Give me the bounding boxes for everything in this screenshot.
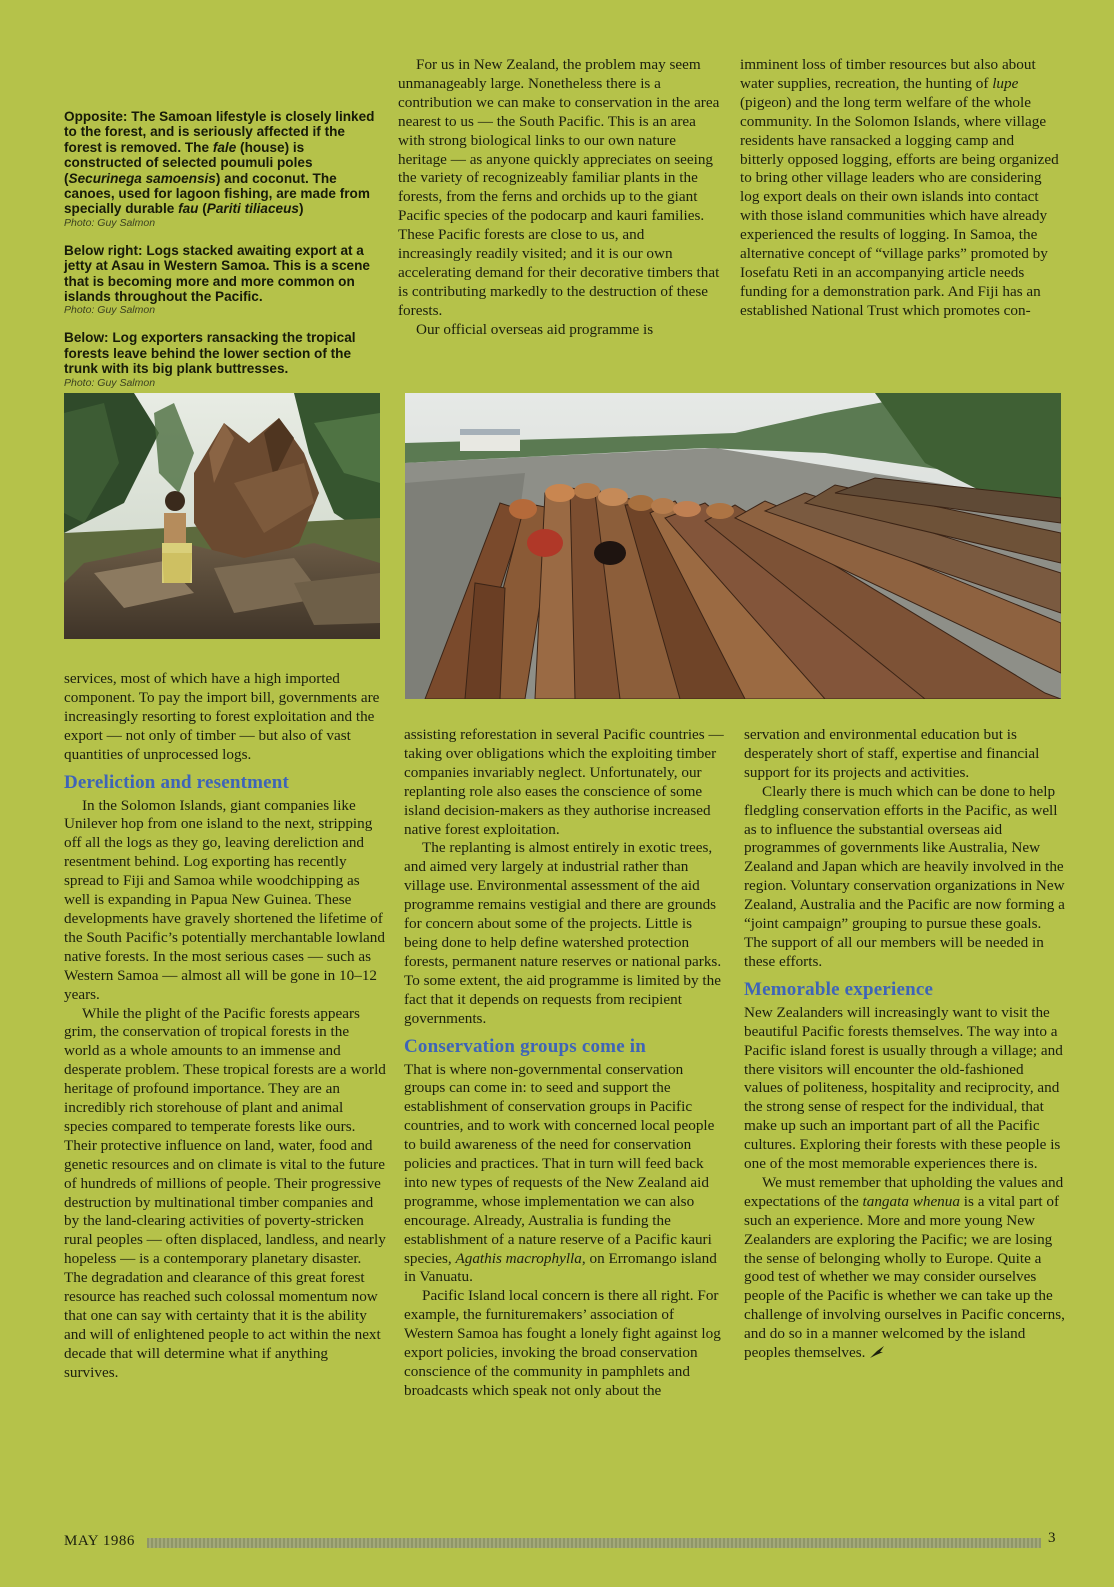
section-heading: Memorable experience — [744, 978, 934, 1000]
text-run: While the plight of the Pacific forests appears grim, the conservation of tropical forests in the world as a whole amounts to an immense and desperate problem. These tropical forests are a world heritage of profound importance. They are an incredibly rich storehouse of plant and animal species compared to temperate forests like ours. Their protective influence on land, water, food and genetic resources and on climate is vital to the future of hundreds of millions of people. Their progressive destruction by multinational timber companies and by the land-clearing activities of poverty-stricken rural peoples — often displaced, landless, and nearly hopeless — is a contemporary planetary disaster. The degradation and clearance of this great forest resource has reached such colossal momentum now that one can say with certainty that it is the ability and will of enlightened people to act within the next decade that will determine what if anything survives. — [64, 1004, 386, 1381]
paragraph — [744, 726, 1066, 783]
paragraph — [404, 726, 726, 839]
text-run: Below right: Logs stacked awaiting export at a jetty at Asau in Western Samoa. This is a scene that is becoming more and more common on islands throughout the Pacific. — [64, 242, 370, 305]
page-number: 3 — [1048, 1530, 1056, 1546]
text-run: Pacific Island local concern is there all right. For example, the furnituremakers’ association of Western Samoa has fought a lonely fight against log export policies, invoking the broad conservation conscience of the community in pamphlets and broadcasts which speak not only about the — [404, 1287, 721, 1399]
middle-column — [404, 726, 726, 1401]
text-run: services, most of which have a high imported component. To pay the import bill, governments are increasingly resorting to forest exploitation and the export — not only of timber — but also of vast quantities of unprocessed logs. — [64, 670, 380, 763]
text-run: is a vital part of such an experience. More and more young New Zealanders are exploring the Pacific; we are losing the sense of belonging wholly to Europe. Quite a good test of whether we may consider ourselves people of the Pacific is whether we can take up the challenge of involving ourselves in Pacific concerns, and do so in a manner welcomed by the island peoples themselves. — [744, 1192, 1065, 1362]
text-run: Below: Log exporters ransacking the tropical forests leave behind the lower section of the trunk with its big plank buttresses. — [64, 330, 356, 377]
logs-photo-illustration — [405, 393, 1061, 699]
text-run: (house) is constructed of selected poumuli poles ( — [64, 139, 313, 186]
text-run: ( — [198, 201, 207, 217]
text-run: New Zealanders will increasingly want to visit the beautiful Pacific forests themselves. The way into a Pacific island forest is usually through a village; and there visitors will encounter the old-fashioned values of politeness, hospitality and reciprocity, and the strong sense of respect for the individual, that make up such an important part of all the Pacific cultures. Exploring their forests with these people is one of the most memorable experiences there is. — [744, 1003, 1063, 1173]
text-run: ) and coconut. The canoes, used for lagoon fishing, are made from specially durable — [64, 170, 370, 217]
text-run: In the Solomon Islands, giant companies like Unilever hop from one island to the next, stripping off all the logs as they go, leaving dereliction and resentment behind. Log exporting has recently spread to Fiji and Samoa while woodchipping as well is expanding in Papua New Guinea. These developments have gravely shortened the lifetime of the South Pacific’s potentially merchantable lowland native forests. In the most serious cases — such as Western Samoa — almost all will be gone in 10–12 years. — [64, 796, 385, 1003]
issue-date: MAY 1986 — [64, 1533, 135, 1549]
paragraph — [740, 56, 1060, 321]
text-run: For us in New Zealand, the problem may seem unmanageably large. Nonetheless there is a contribution we can make to conservation in the area nearest to us — the South Pacific. This is an area with strong biological links to our own nature heritage — as anyone quickly appreciates on seeing the variety of recognizeably familiar plants in the forests, from the ferns and orchids up to the giant Pacific species of the podocarp and kauri families. These Pacific forests are close to us, and increasingly readily visited; and it is our own accelerating demand for their decorative timbers that is contributing markedly to the destruction of these forests. — [398, 56, 720, 319]
photo-stump-buttresses — [64, 393, 380, 639]
text-run: We must remember that upholding the values and expectations of the — [744, 1173, 1064, 1210]
paragraph — [744, 1174, 1066, 1363]
text-run: imminent loss of timber resources but also about water supplies, recreation, the hunting of — [740, 56, 1036, 92]
caption-block — [64, 330, 380, 388]
paragraph — [64, 1005, 386, 1383]
section-heading: Conservation groups come in — [404, 1035, 647, 1057]
italic-text: Pariti tiliaceus — [206, 201, 299, 217]
paragraph — [744, 1004, 1066, 1174]
text-run: , on Erromango island in Vanuatu. — [404, 1249, 717, 1286]
caption-text — [64, 243, 380, 305]
paragraph — [64, 670, 386, 765]
photo-credit: Photo: Guy Salmon — [64, 376, 156, 389]
photo-logs-jetty — [405, 393, 1061, 699]
section-heading: Dereliction and resentment — [64, 771, 290, 793]
text-run: Our official overseas aid programme is — [416, 320, 654, 338]
caption-block — [64, 109, 380, 229]
paragraph — [744, 783, 1066, 972]
bird-end-mark-icon — [869, 1345, 885, 1359]
paragraph — [404, 1287, 726, 1400]
text-run: Opposite: The Samoan lifestyle is closely linked to the forest, and is seriously affected if the forest is removed. The — [64, 109, 375, 155]
text-run: assisting reforestation in several Pacific countries — taking over obligations which the exploiting timber companies invariably neglect. Unfortunately, our replanting role also eases the conscience of some island decision-makers as they authorise increased native forest exploitation. — [404, 726, 724, 838]
left-column — [64, 670, 386, 1383]
caption-text — [64, 109, 380, 217]
caption-text — [64, 330, 380, 376]
text-run: The replanting is almost entirely in exotic trees, and aimed very largely at industrial rather than village use. Environmental assessment of the aid programme remains vestigial and there are grounds for concern about some of the projects. Little is being done to help define watershed protection forests, permanent nature reserves or national parks. To some extent, the aid programme is limited by the fact that it depends on requests from recipient governments. — [404, 839, 722, 1027]
paragraph — [404, 839, 726, 1028]
text-run: (pigeon) and the long term welfare of the whole community. In the Solomon Islands, where village residents have ransacked a logging camp and bitterly opposed logging, efforts are being organized to bring other village leaders who are considering log export deals on their own islands into contact with those island communities which have already experienced the results of logging. In Samoa, the alternative concept of “village parks” promoted by Iosefatu Reti in an accompanying article needs funding for a demonstration park. And Fiji has an established National Trust which promotes con- — [740, 93, 1059, 319]
italic-text: tangata whenua — [862, 1192, 960, 1210]
italic-text: Agathis macrophylla — [455, 1249, 582, 1267]
text-run: Clearly there is much which can be done to help fledgling conservation efforts in the Pacific, as well as to influence the substantial overseas aid programmes of governments like Australia, New Zealand and Japan which are heavily involved in the region. Voluntary conservation organizations in New Zealand, Australia and the Pacific are now forming a “joint campaign” grouping to pursue these goals. The support of all our members will be needed in these efforts. — [744, 782, 1065, 970]
italic-text: fau — [178, 201, 199, 217]
paragraph — [398, 321, 721, 340]
paragraph — [64, 797, 386, 1005]
top-right-column — [740, 56, 1060, 321]
paragraph — [404, 1061, 726, 1288]
italic-text: fale — [212, 139, 237, 155]
text-run: ) — [298, 201, 304, 217]
photo-credit: Photo: Guy Salmon — [64, 304, 156, 317]
photo-credit: Photo: Guy Salmon — [64, 216, 156, 229]
top-middle-column — [398, 56, 721, 340]
italic-text: lupe — [992, 74, 1019, 92]
stump-photo-illustration — [64, 393, 380, 639]
paragraph — [398, 56, 721, 321]
right-column — [744, 726, 1066, 1363]
text-run: servation and environmental education but is desperately short of staff, expertise and financial support for its projects and activities. — [744, 726, 1040, 781]
text-run: That is where non-governmental conservation groups can come in: to seed and support the establishment of conservation groups in Pacific countries, and to work with concerned local people to build awareness of the need for conservation policies and practices. That in turn will feed back into new types of requests of the New Zealand aid programme, whose implementation we can also encourage. Already, Australia is funding the establishment of a nature reserve of a Pacific kauri species, — [404, 1060, 715, 1267]
footer-rule — [147, 1538, 1041, 1548]
photo-captions — [64, 109, 380, 403]
italic-text: Securinega samoensis — [68, 170, 216, 186]
caption-block — [64, 243, 380, 317]
